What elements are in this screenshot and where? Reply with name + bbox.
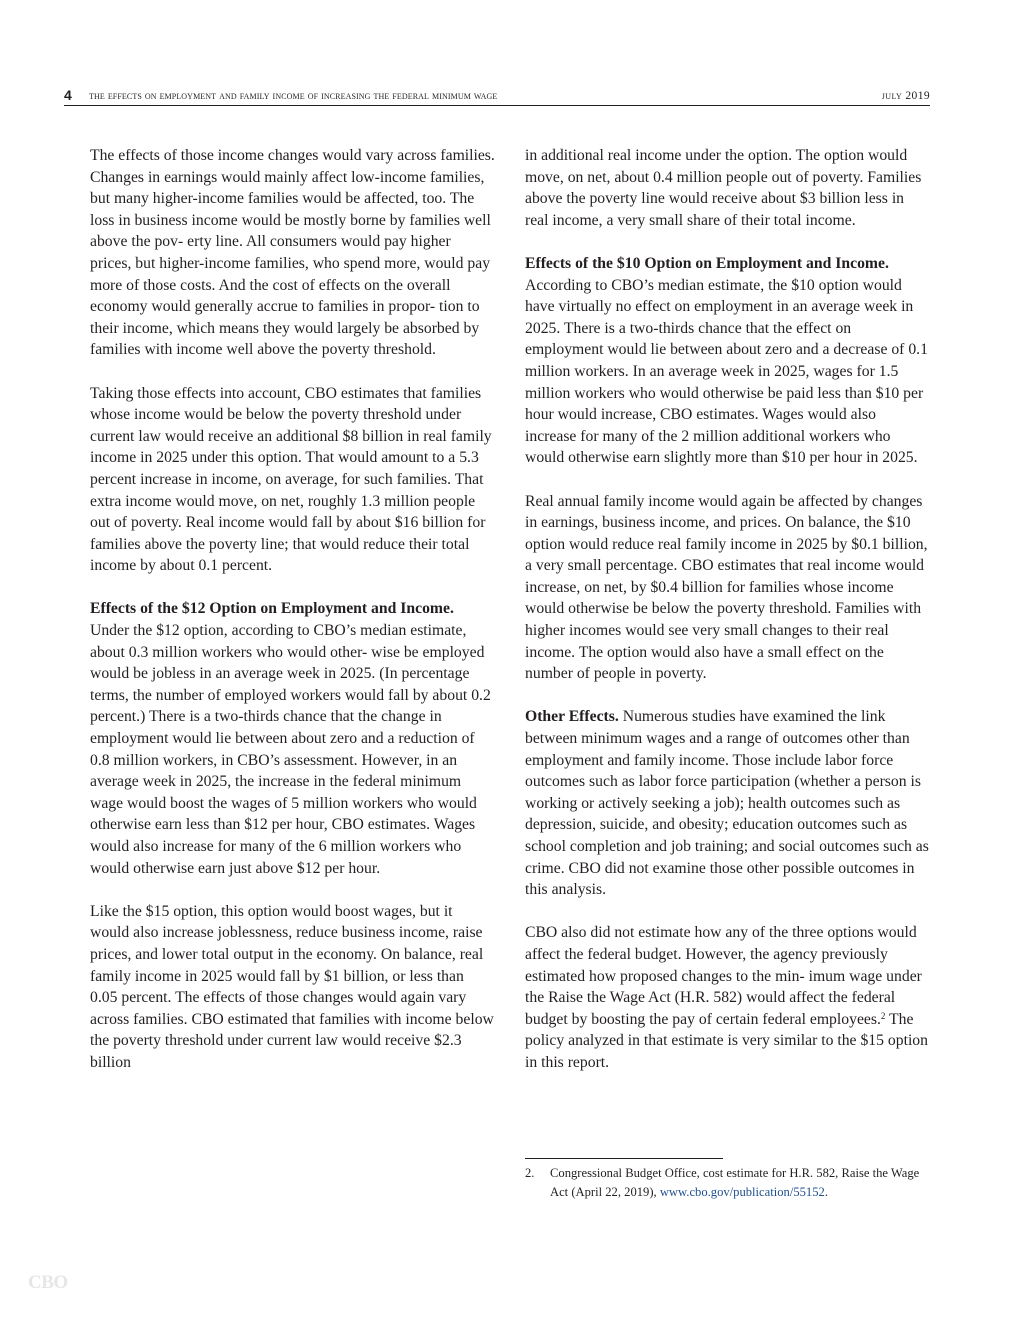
paragraph-body: The policy analyzed in that estimate is very similar to the $15 option in this report.: [525, 1010, 928, 1071]
paragraph: Like the $15 option, this option would boost wages, but it would also increase joblessness, reduce business income, raise prices, and lower total output in the economy. On balance, real family income in 2025 would fall by $1 billion, or less than 0.05 percent. The effects of those changes would again vary across families. CBO estimated that families with income below the poverty threshold under current law would receive $2.3 billion: [90, 902, 494, 1071]
paragraph: in additional real income under the option. The option would move, on net, about 0.4 million people out of poverty. Families above the poverty line would receive about $3 billion less in real income, a very small share of their total income.: [525, 147, 922, 229]
footnote: [525, 1164, 930, 1202]
section-heading: Effects of the $12 Option on Employment and Income.: [90, 600, 454, 618]
paragraph-body: According to CBO’s median estimate, the $10 option would have virtually no effect on employment in an average week in 2025. There is a two-thirds chance that the effect on employment would lie between about zero and a decrease of 0.1 million workers. In an average week in 2025, wages for 1.5 million workers who would otherwise be paid less than $10 per hour would increase, CBO estimates. Wages would also increase for many of the 2 million additional workers who would otherwise earn slightly more than $10 per hour in 2025.: [525, 276, 928, 467]
paragraph-body: Under the $12 option, according to CBO’s median estimate, about 0.3 million workers who would other- wise be employed would be jobless in an average week in 2025. (In percentage terms, the number of employed workers would fall by about 0.2 percent.) There is a two-thirds chance that the change in employment would lie between about zero and a reduction of 0.8 million workers, in CBO’s assessment. However, in an average week in 2025, the increase in the federal minimum wage would boost the wages of 5 million workers who would otherwise earn less than $12 per hour, CBO estimates. Wages would also increase for many of the 6 million workers who would otherwise earn just above $12 per hour.: [90, 622, 491, 877]
page-number: 4: [64, 87, 72, 103]
footnote-number: 2.: [525, 1166, 535, 1180]
footnote-link[interactable]: www.cbo.gov/publication/55152: [659, 1185, 825, 1199]
publication-date: july 2019: [881, 90, 930, 102]
running-title: the effects on employment and family income of increasing the federal minimum wage: [89, 90, 498, 102]
section-heading: Other Effects.: [525, 708, 619, 726]
paragraph: [90, 598, 495, 879]
left-column: [90, 145, 495, 1095]
page-header: [64, 86, 930, 106]
paragraph: The effects of those income changes would vary across families. Changes in earnings would mainly affect low-income families, but many higher-income families would be affected, too. The loss in business income would be mostly borne by families well above the pov- erty line. All consumers would pay higher prices, but higher-income families, who spend more, would pay more of those costs. And the cost of effects on the overall economy would generally accrue to families in propor- tion to their income, which means they would largely be absorbed by families with income well above the poverty threshold.: [90, 147, 495, 359]
section-heading: Effects of the $10 Option on Employment and Income.: [525, 254, 889, 272]
cbo-logo: CBO: [28, 1272, 68, 1293]
paragraph: Taking those effects into account, CBO estimates that families whose income would be below the poverty threshold under current law would receive an additional $8 billion in real family income in 2025 under this option. That would amount to a 5.3 percent increase in income, on average, for such families. That extra income would move, on net, roughly 1.3 million people out of poverty. Real income would fall by about $16 billion for families above the poverty line; that would reduce their total income by about 0.1 percent.: [90, 384, 492, 575]
paragraph: [525, 706, 930, 900]
paragraph: Real annual family income would again be affected by changes in earnings, business income, and prices. On balance, the $10 option would reduce real family income in 2025 by $0.1 billion, a very small percentage. CBO estimates that real income would increase, on net, by $0.4 billion for families whose income would otherwise be below the poverty threshold. Families with higher incomes would see very small changes to their real income. The option would also have a small effect on the number of people in poverty.: [525, 492, 928, 683]
paragraph: [525, 922, 930, 1073]
paragraph-body: CBO also did not estimate how any of the three options would affect the federal budget. However, the agency previously estimated how proposed changes to the min- imum wage under the Raise the Wage Act (H.R. 582) would affect the federal budget by boosting the pay of certain federal employees.: [525, 924, 922, 1028]
footnote-divider: [525, 1158, 723, 1159]
paragraph: [525, 253, 930, 469]
right-column: [525, 145, 930, 1095]
footnote-body: Congressional Budget Office, cost estimate for H.R. 582, Raise the Wage Act (April 22, 2019),: [550, 1166, 920, 1199]
footnote-reference[interactable]: 2: [880, 1010, 886, 1021]
footnote-text: [550, 1164, 930, 1202]
footnote-end: .: [824, 1185, 828, 1199]
paragraph-body: Numerous studies have examined the link between minimum wages and a range of outcomes other than employment and family income. Those include labor force outcomes such as labor force participation (whether a person is working or actively seeking a job); health outcomes such as depression, suicide, and obesity; education outcomes such as school completion and job training; and social outcomes such as crime. CBO did not examine those other possible outcomes in this analysis.: [525, 708, 929, 899]
